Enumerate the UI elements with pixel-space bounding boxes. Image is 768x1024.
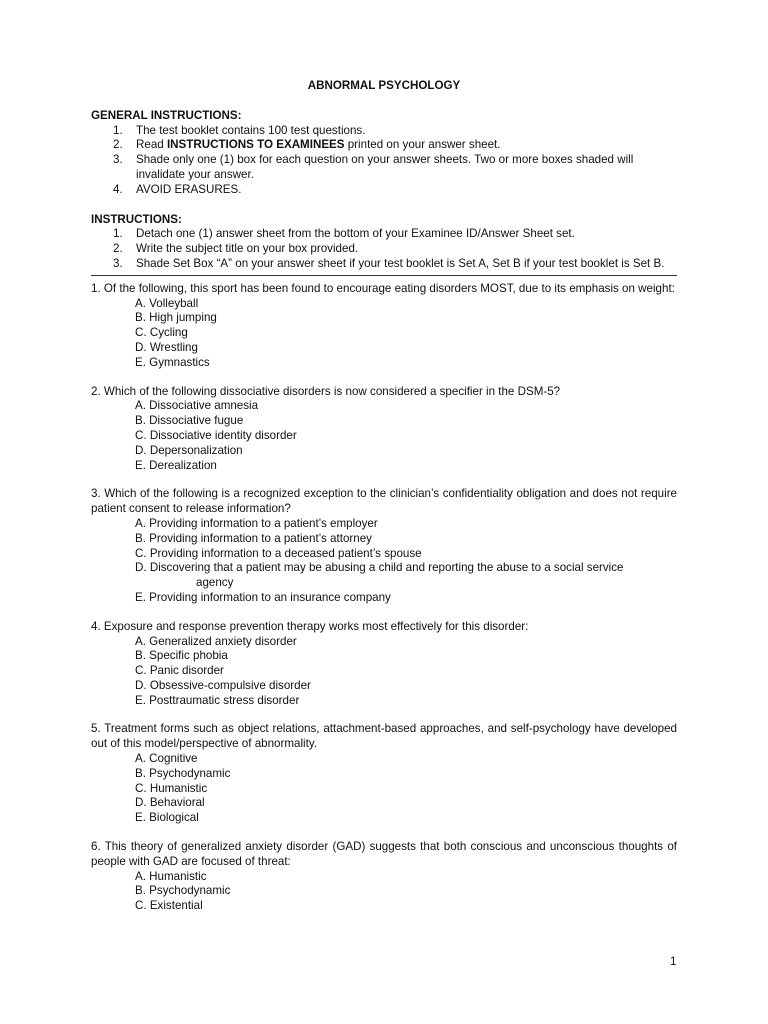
answer-options <box>91 752 677 826</box>
answer-option: B. Providing information to a patient’s attorney <box>135 531 372 545</box>
question-stem: 1. Of the following, this sport has been found to encourage eating disorders MOST, due to its emphasis on weight: <box>91 281 675 295</box>
question-stem: 3. Which of the following is a recognized exception to the clinician’s confidentiality obligation and does not require patient consent to release information? <box>91 487 677 516</box>
answer-option: D. Behavioral <box>135 796 205 810</box>
question-stem: 4. Exposure and response prevention therapy works most effectively for this disorder: <box>91 619 529 633</box>
answer-option: E. Gymnastics <box>135 355 210 369</box>
page-number: 1 <box>670 955 677 968</box>
answer-option: B. Specific phobia <box>135 649 228 663</box>
answer-option: D. Obsessive-compulsive disorder <box>135 678 311 692</box>
answer-options <box>91 517 677 606</box>
general-instructions-list <box>91 124 677 198</box>
answer-option: A. Generalized anxiety disorder <box>135 634 297 648</box>
answer-option: E. Providing information to an insurance company <box>135 590 391 604</box>
general-instructions-heading: GENERAL INSTRUCTIONS: <box>91 108 242 122</box>
answer-option: B. Dissociative fugue <box>135 414 244 428</box>
answer-option: E. Posttraumatic stress disorder <box>135 693 300 707</box>
answer-option: A. Providing information to a patient’s employer <box>135 516 378 530</box>
instructions-list <box>91 227 677 271</box>
answer-option: C. Providing information to a deceased patient’s spouse <box>135 546 422 560</box>
section-divider <box>91 275 677 276</box>
general-instruction-3: 3. Shade only one (1) box for each question on your answer sheets. Two or more boxes shaded will invalidate your answer. <box>113 153 634 181</box>
instructions-heading: INSTRUCTIONS: <box>91 212 182 226</box>
question-3 <box>91 487 677 605</box>
answer-option: A. Humanistic <box>135 869 207 883</box>
answer-options <box>91 399 677 473</box>
answer-options <box>91 635 677 709</box>
answer-option: A. Cognitive <box>135 752 198 766</box>
answer-options <box>91 870 677 914</box>
answer-option: A. Volleyball <box>135 296 199 310</box>
answer-option: C. Panic disorder <box>135 664 224 678</box>
answer-option: B. Psychodynamic <box>135 766 231 780</box>
question-stem: 6. This theory of generalized anxiety disorder (GAD) suggests that both conscious and unconscious thoughts of people with GAD are focused of threat: <box>91 840 677 868</box>
answer-option: D. Discovering that a patient may be abusing a child and reporting the abuse to a social service <box>135 561 624 575</box>
answer-option: B. Psychodynamic <box>135 884 231 898</box>
answer-option: D. Depersonalization <box>135 443 243 457</box>
answer-option: E. Derealization <box>135 458 217 472</box>
general-instruction-1: 1. The test booklet contains 100 test questions. <box>113 123 366 137</box>
document-title: ABNORMAL PSYCHOLOGY <box>307 79 461 92</box>
question-6 <box>91 840 677 914</box>
question-4 <box>91 620 677 709</box>
answer-option: C. Cycling <box>135 326 188 340</box>
document-page <box>91 79 677 928</box>
question-stem: 5. Treatment forms such as object relations, attachment-based approaches, and self-psychology have developed out of this model/perspective of abnormality. <box>91 722 677 751</box>
answer-option: C. Humanistic <box>135 781 208 795</box>
question-stem: 2. Which of the following dissociative disorders is now considered a specifier in the DSM-5? <box>91 384 561 398</box>
general-instruction-4: 4. AVOID ERASURES. <box>113 182 242 196</box>
answer-option: C. Dissociative identity disorder <box>135 428 297 442</box>
question-1 <box>91 282 677 371</box>
answer-option-continuation: agency <box>196 576 234 590</box>
instruction-2: 2. Write the subject title on your box provided. <box>113 242 359 256</box>
answer-option: E. Biological <box>135 811 199 825</box>
instructions-to-examinees-emphasis: INSTRUCTIONS TO EXAMINEES <box>166 138 345 152</box>
instruction-1: 1. Detach one (1) answer sheet from the bottom of your Examinee ID/Answer Sheet set. <box>113 227 575 241</box>
answer-options <box>91 297 677 371</box>
answer-option: D. Wrestling <box>135 340 198 354</box>
general-instruction-2: 2. Read INSTRUCTIONS TO EXAMINEES printed on your answer sheet. <box>113 138 501 152</box>
answer-option: C. Existential <box>135 899 203 913</box>
answer-option: A. Dissociative amnesia <box>135 399 259 413</box>
instruction-3: 3. Shade Set Box “A” on your answer sheet if your test booklet is Set A, Set B if your test booklet is Set B. <box>113 256 665 270</box>
answer-option: B. High jumping <box>135 311 217 325</box>
question-2 <box>91 385 677 474</box>
question-5 <box>91 722 677 826</box>
